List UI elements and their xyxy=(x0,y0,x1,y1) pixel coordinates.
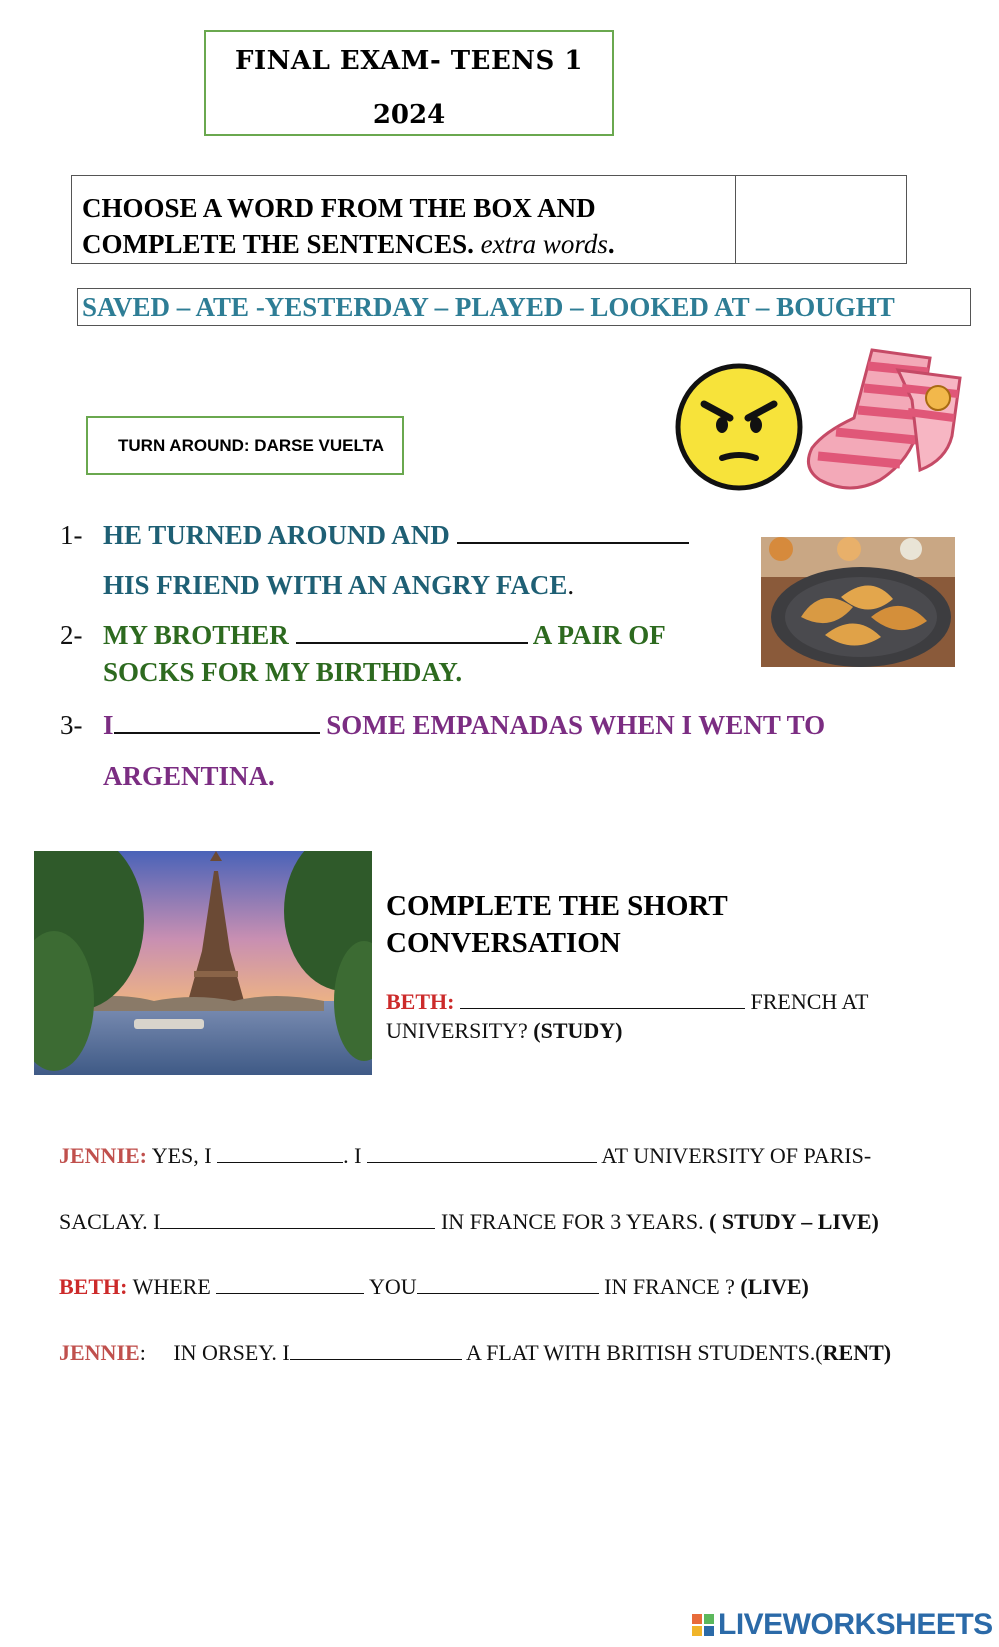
sentence-2-part2: A PAIR OF xyxy=(532,620,666,650)
sentence-3-line1 xyxy=(103,710,825,741)
striped-socks-icon xyxy=(802,340,962,492)
speaker-jennie-2: JENNIE xyxy=(59,1340,140,1365)
sentence-2-line2: SOCKS FOR MY BIRTHDAY. xyxy=(103,657,463,687)
conversation-line2-b: . I xyxy=(343,1143,362,1168)
liveworksheets-logo xyxy=(692,1608,993,1642)
instructions-main: CHOOSE A WORD FROM THE BOX AND COMPLETE THE SENTENCES. xyxy=(82,193,596,259)
instructions-text: CHOOSE A WORD FROM THE BOX AND COMPLETE THE SENTENCES. extra words. xyxy=(82,193,615,259)
conversation-hint-rent: RENT) xyxy=(822,1340,892,1365)
conversation-line4 xyxy=(59,1274,809,1300)
conversation-blank-3[interactable] xyxy=(367,1161,597,1163)
conversation-line1-text2: UNIVERSITY? xyxy=(386,1018,528,1043)
conversation-blank-1[interactable] xyxy=(460,1007,745,1009)
conversation-line2 xyxy=(59,1143,871,1169)
conversation-blank-4[interactable] xyxy=(160,1227,435,1229)
conversation-line4-a: WHERE xyxy=(132,1274,211,1299)
conversation-hint-live: (LIVE) xyxy=(740,1274,809,1299)
conversation-line2-c: AT UNIVERSITY OF PARIS- xyxy=(601,1143,872,1168)
exam-title: FINAL EXAM- TEENS 1 xyxy=(235,46,583,76)
conversation-line4-b: YOU xyxy=(368,1274,417,1299)
eiffel-tower-photo xyxy=(34,851,372,1075)
sentence-3-line2: ARGENTINA. xyxy=(103,761,275,791)
sentence-1-line2 xyxy=(103,570,574,601)
speaker-beth: BETH: xyxy=(386,989,455,1014)
conversation-line1-text: FRENCH AT xyxy=(750,989,869,1014)
sentence-3-part2: SOME EMPANADAS WHEN I WENT TO xyxy=(326,710,826,740)
conversation-blank-7[interactable] xyxy=(290,1358,462,1360)
word-box: SAVED – ATE -YESTERDAY – PLAYED – LOOKED AT – BOUGHT xyxy=(77,288,971,326)
sentence-1-line1 xyxy=(103,520,689,551)
speaker-colon: : xyxy=(139,1340,146,1365)
conversation-title: COMPLETE THE SHORT CONVERSATION xyxy=(386,890,728,959)
liveworksheets-logo-text: LIVEWORKSHEETS xyxy=(718,1608,993,1641)
table-divider xyxy=(735,176,736,263)
sentence-2-line1 xyxy=(103,620,666,651)
conversation-line2-a: YES, I xyxy=(151,1143,212,1168)
conversation-line5-a: IN ORSEY. I xyxy=(173,1340,290,1365)
exam-year: 2024 xyxy=(372,100,446,130)
conversation-line4-c: IN FRANCE ? xyxy=(604,1274,735,1299)
exam-title-box xyxy=(204,30,614,136)
vocab-note: TURN AROUND: DARSE VUELTA xyxy=(86,416,404,475)
sentence-2-blank[interactable] xyxy=(296,641,528,644)
liveworksheets-grid-icon xyxy=(692,1614,714,1636)
sentence-3-number: 3- xyxy=(60,710,83,740)
sentence-3-blank[interactable] xyxy=(114,731,320,734)
conversation-line3 xyxy=(59,1209,879,1235)
conversation-line5 xyxy=(59,1340,891,1366)
speaker-beth-2: BETH: xyxy=(59,1274,128,1299)
sentence-1-number: 1- xyxy=(60,520,83,550)
sentence-2-part1: MY BROTHER xyxy=(103,620,289,650)
instructions-table xyxy=(71,175,907,264)
conversation-hint-study-live: ( STUDY – LIVE) xyxy=(709,1209,879,1234)
sentence-1-end: . xyxy=(567,570,575,600)
angry-face-icon xyxy=(674,362,804,492)
conversation-line3-a: SACLAY. I xyxy=(59,1209,161,1234)
conversation-line5-b: A FLAT WITH BRITISH STUDENTS.( xyxy=(465,1340,823,1365)
sentence-1-part2: HIS FRIEND WITH AN ANGRY FACE xyxy=(103,570,568,600)
conversation-line1b xyxy=(386,1018,623,1044)
conversation-hint-study: (STUDY) xyxy=(533,1018,623,1043)
conversation-line1 xyxy=(386,989,868,1015)
instructions-extra: extra words xyxy=(480,229,608,259)
sentence-1-blank[interactable] xyxy=(457,541,689,544)
conversation-blank-5[interactable] xyxy=(216,1292,364,1294)
conversation-blank-6[interactable] xyxy=(417,1292,599,1294)
conversation-blank-2[interactable] xyxy=(217,1161,343,1163)
conversation-line3-b: IN FRANCE FOR 3 YEARS. xyxy=(440,1209,704,1234)
speaker-jennie: JENNIE: xyxy=(59,1143,148,1168)
sentence-2-number: 2- xyxy=(60,620,83,650)
empanadas-photo xyxy=(761,537,955,667)
sentence-3-part1: I xyxy=(103,710,114,740)
sentence-1-part1: HE TURNED AROUND AND xyxy=(103,520,450,550)
